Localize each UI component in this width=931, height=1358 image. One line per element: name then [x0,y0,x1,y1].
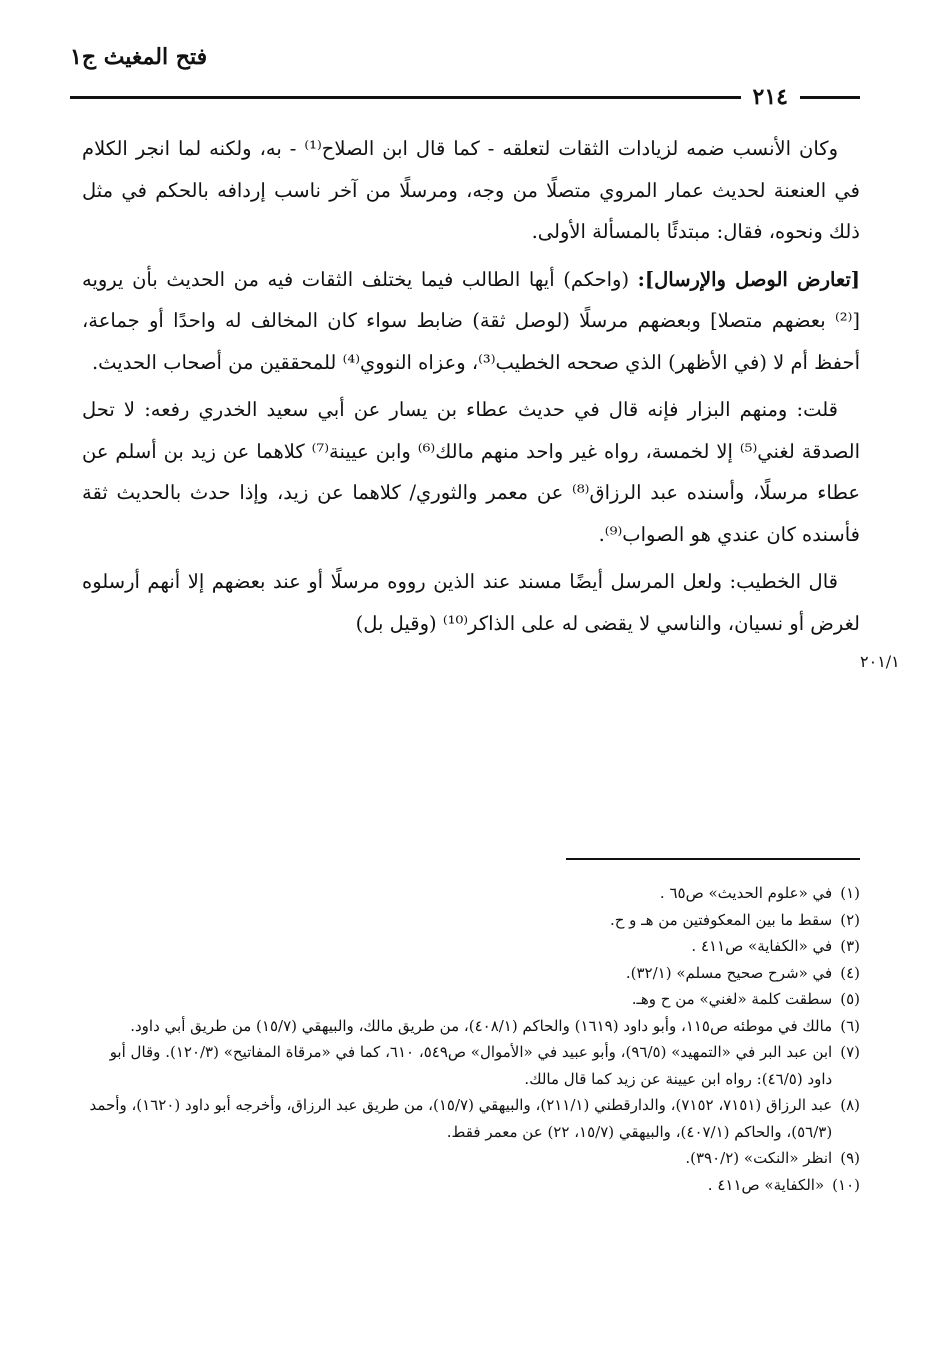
footnote-number: (٤) [840,963,860,982]
page-number: ٢١٤ [741,84,800,110]
footnote-text: في «الكفاية» ص٤١١ . [691,937,833,955]
footnote-10 [82,1172,860,1199]
footnote-rule [566,858,860,860]
footnotes [82,880,860,1198]
footnote-text: في «شرح صحيح مسلم» (٣٢/١). [625,963,833,982]
footnote-5 [82,986,860,1013]
footnote-7 [82,1039,860,1092]
footnote-text: سقط ما بين المعكوفتين من هـ و ح. [609,910,833,929]
book-title: فتح المغيث ج١ [70,44,208,70]
footnote-3 [82,933,860,960]
footnote-2 [82,907,860,934]
paragraph-1: وكان الأنسب ضمه لزيادات الثقات لتعلقه - كما قال ابن الصلاح⁽¹⁾ - به، ولكنه لما انجر الكلام في العنعنة لحديث عمار المروي متصلًا من وجه، ومرسلًا من آخر ناسب إردافه بالحكم في مثل ذلك ونحوه، فقال: مبتدئًا بالمسألة الأولى. [82,137,860,243]
page-header [70,44,860,110]
footnote-text: في «علوم الحديث» ص٦٥ . [659,884,833,902]
footnote-number: (٧) [840,1043,860,1061]
footnote-text: مالك في موطئه ص١١٥، وأبو داود (١٦١٩) والحاكم (٤٠٨/١)، من طريق مالك، والبيهقي (١٥/٧) من طريق أبي داود. [130,1016,833,1035]
footnote-8 [82,1092,860,1145]
paragraph-2-text: (واحكم) أيها الطالب فيما يختلف الثقات فيه من الحديث بأن يرويه [⁽²⁾ بعضهم متصلا] وبعضهم مرسلًا (لوصل ثقة) ضابط سواء كان المخالف له واحدًا أو جماعة، أحفظ أم لا (في الأظهر) الذي صححه الخطيب⁽³⁾، وعزاه النووي⁽⁴⁾ للمحققين من أصحاب الحديث. [82,267,860,374]
footnote-number: (٢) [840,910,860,929]
footnote-number: (٨) [840,1096,860,1114]
paragraph-3: قلت: ومنهم البزار فإنه قال في حديث عطاء بن يسار عن أبي سعيد الخدري رفعه: لا تحل الصدقة لغني⁽⁵⁾ إلا لخمسة، رواه غير واحد منهم مالك⁽⁶⁾ وابن عيينة⁽⁷⁾ كلاهما عن زيد بن أسلم عن عطاء مرسلًا، وأسنده عبد الرزاق⁽⁸⁾ عن معمر والثوري/ كلاهما عن زيد، وإذا حدث بالحديث ثقة فأسنده كان عندي هو الصواب⁽⁹⁾. [82,398,860,546]
footnote-text: ابن عبد البر في «التمهيد» (٩٦/٥)، وأبو عبيد في «الأموال» ص٥٤٩، ٦١٠، كما في «مرقاة المفاتيح» (١٢٠/٣). وقال أبو داود (٤٦/٥): رواه ابن عيينة عن زيد كما قال مالك. [109,1043,833,1088]
footnote-number: (٥) [840,990,860,1008]
footnote-6 [82,1013,860,1040]
footnote-text: سطقت كلمة «لغني» من ح وهـ. [631,990,833,1008]
main-text [82,128,860,650]
footnote-text: «الكفاية» ص٤١١ . [707,1175,825,1194]
margin-note: ٢٠١/١ [860,652,900,671]
footnote-number: (٣) [840,937,860,955]
footnote-number: (١) [840,884,860,902]
footnote-number: (٦) [840,1016,860,1035]
footnote-4 [82,960,860,987]
footnote-number: (٩) [840,1149,860,1167]
footnote-text: عبد الرزاق (٧١٥١، ٧١٥٢)، والدارقطني (٢١١/١)، والبيهقي (١٥/٧)، من طريق عبد الرزاق، وأخرجه أبو داود (١٦٢٠)، وأحمد (٥٦/٣)، والحاكم (٤٠٧/١)، والبيهقي (١٥/٧، ٢٢) عن معمر فقط. [89,1096,833,1141]
section-heading: [تعارض الوصل والإرسال]: [637,267,861,291]
footnote-1 [82,880,860,907]
footnote-number: (١٠) [832,1175,860,1194]
footnote-9 [82,1145,860,1172]
footnote-text: انظر «النكت» (٣٩٠/٢). [685,1149,833,1167]
paragraph-4: قال الخطيب: ولعل المرسل أيضًا مسند عند الذين رووه مرسلًا أو عند بعضهم إلا أنهم أرسلوه لغرض أو نسيان، والناسي لا يقضى له على الذاكر⁽¹⁰⁾ (وقيل بل) [82,570,860,635]
paragraph-2 [82,259,860,384]
